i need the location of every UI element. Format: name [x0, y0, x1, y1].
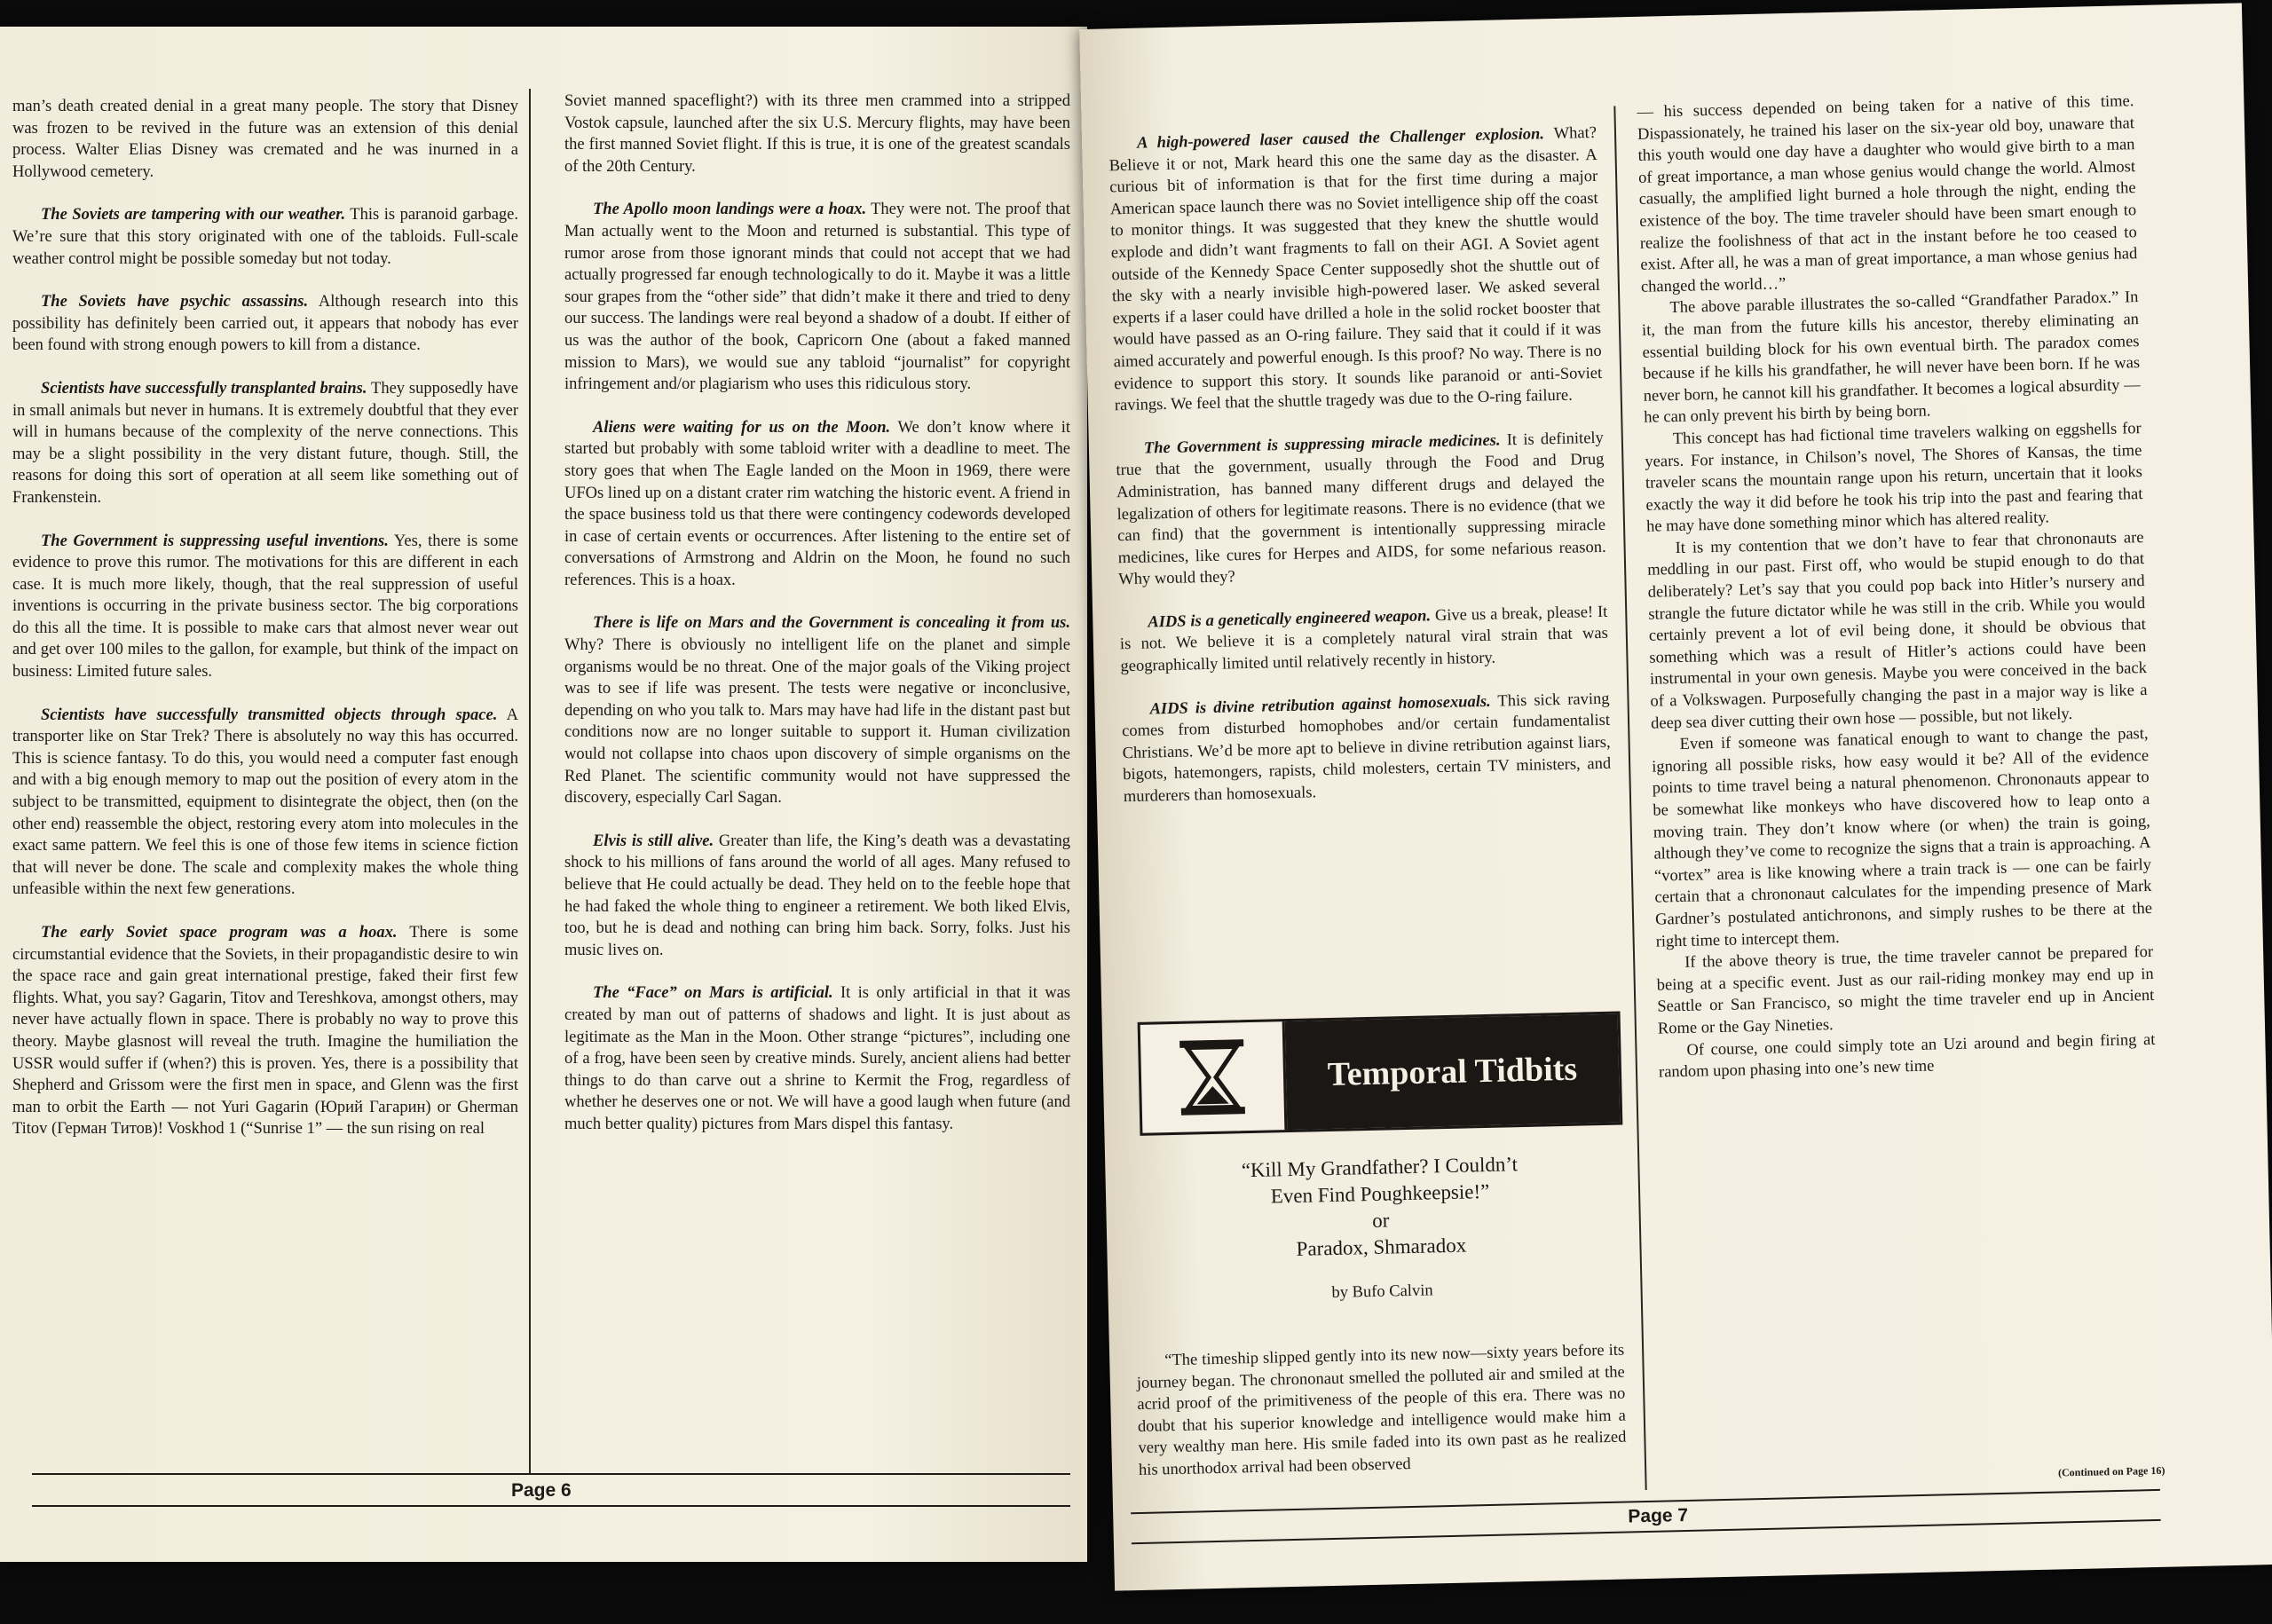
- article-item: [564, 831, 1070, 962]
- item-body: man’s death created denial in a great many people. The story that Disney was frozen to be revived in the future was an extension of this denial process. Walter Elias Disney was cremated and he was inurned in a Hollywood cemetery.: [12, 98, 518, 181]
- article-item: [12, 291, 518, 357]
- continued-note: (Continued on Page 16): [2057, 1463, 2166, 1479]
- item-heading: Scientists have successfully transmitted objects through space.: [41, 706, 498, 724]
- item-body: Yes, there is some evidence to prove this rumor. The motivations for this are different in each case. It is much more likely, though, that the real suppression of useful inventions is occurring in the private business sector. The big corporations do this all the time. It is possible to make cars that almost never wear out and get over 100 miles to the gallon, for example, but think of the impact on business: Limited future sales.: [12, 532, 518, 682]
- item-heading: The early Soviet space program was a hoax.: [41, 924, 398, 942]
- item-body: Although research into this possibility has definitely been carried out, it appears that nobody has ever been found with strong enough powers to kill from a distance.: [12, 293, 519, 355]
- article-item: [12, 96, 518, 183]
- article-headline: [1140, 1149, 1621, 1311]
- column-divider: [529, 89, 531, 1473]
- byline: by Bufo Calvin: [1331, 1281, 1433, 1302]
- article-item: [564, 91, 1070, 177]
- right-column-2: [1637, 91, 2156, 1084]
- right-page: [1079, 3, 2272, 1590]
- body-paragraph: It is my contention that we don’t have to fear that chrononauts are meddling in our past. First off, who would be stupid enough to do that deliberately? Let’s say that you could pop back into Hitler’s nursery and strangle the future dictator while he was still in the crib. While you would certainly prevent a lot of evil being done, it should be obvious that something which was a result of Hitler’s actions could have been instrumental in your own genesis. Maybe you were conceived in the back of a Volkswagen. Purposefully changing the past in a major way is like a deep sea diver cutting their own hose — possible, but not likely.: [1646, 528, 2148, 733]
- hourglass-icon: [1169, 1034, 1256, 1121]
- item-heading: There is life on Mars and the Government is concealing it from us.: [593, 614, 1070, 633]
- article-item: [12, 531, 518, 683]
- item-body: There is some circumstantial evidence that the Soviets, in their propagandistic desire to win the space race and gain great international prestige, faked their first few flights. What, you say? Gagarin, Titov and Tereshkova, amongst others, may never have actually flown in space. There is probably no way to prove this theory. Maybe glasnost will reveal the truth. Imagine the humiliation the USSR would suffer if (when?) this is proven. Yes, there is a possibility that Shepherd and Grissom were the first men in space, and Glenn was the first man to orbit the Earth — not Yuri Gagarin (Юрий Гагарин) or Gherman Titov (Герман Титов)! Voskhod 1 (“Sunrise 1” — the sun rising on real: [12, 924, 518, 1139]
- item-body: What? Believe it or not, Mark heard this one the same day as the disaster. A curious bit of information is that for the first time during a major American space launch there was no Soviet intelligence ship off the coast to monitor things. It was suggested that they knew the shuttle would explode and didn’t want fragments to fall on their AGI. A Soviet agent outside of the Kennedy Space Center supposedly shot the shuttle out of the sky with a nearly invisible high-powered laser. We asked several experts if a laser could have drilled a hole in the solid rocket booster that would have passed as an O-ring failure. They said that it could if it was aimed accurately and powerful enough. Is this proof? No way. There is no evidence to support this story. It sounds like paranoid or anti-Soviet ravings. We feel that the shuttle tragedy was due to the O-ring failure.: [1108, 123, 1603, 415]
- item-heading: Scientists have successfully transplanted brains.: [41, 379, 367, 398]
- tidbits-title: Temporal Tidbits: [1285, 1014, 1621, 1130]
- item-heading: AIDS is a genetically engineered weapon.: [1148, 607, 1432, 632]
- body-paragraph: If the above theory is true, the time traveler cannot be prepared for being at a specific event. Just as our rail-riding monkey may end up in Seattle or San Francisco, so might the time traveler end up in Ancient Rome or the Gay Nineties.: [1656, 943, 2155, 1038]
- item-body: They supposedly have in small animals but never in humans. It is extremely doubtful that they ever will in humans because of the complexity of the nerve connections. This may be a slight possibility in the very distant future, though. Still, the reasons for doing this sort of operation at all seem like something out of Frankenstein.: [12, 379, 518, 507]
- headline-or: or: [1371, 1209, 1390, 1232]
- item-heading: AIDS is divine retribution against homosexuals.: [1149, 692, 1491, 719]
- item-body: They were not. The proof that Man actually went to the Moon and returned is substantial. This type of rumor arose from those ignorant minds that could not accept that we had actually progressed far enough technologically to do it. Maybe it was a little sour grapes from the “other side” that didn’t make it there and tried to deny our success. The landings were real beyond a shadow of a doubt. If either of us was the author of the book, Capricorn One (about a faked manned mission to Mars), we would sue any tabloid “journalist” for copyright infringement and/or plagiarism who uses this ridiculous story.: [564, 201, 1070, 394]
- item-heading: Elvis is still alive.: [593, 832, 714, 850]
- item-body: This is paranoid garbage. We’re sure that this story originated with one of the tabloids. Full-scale weather control might be possible someday but not today.: [12, 206, 518, 268]
- footer-rule-bottom: [32, 1505, 1070, 1507]
- left-page: [0, 27, 1087, 1562]
- body-paragraph: The above parable illustrates the so-called “Grandfather Paradox.” In it, the man from the future kills his ancestor, thereby eliminating an essential building block for his own eventual birth. The paradox comes because if he kills his grandfather, he will never have been born. If he was never born, he cannot kill his grandfather. It becomes a logical absurdity — he can only prevent his birth by being born.: [1641, 288, 2141, 428]
- item-heading: The Government is suppressing useful inventions.: [41, 532, 389, 550]
- item-body: Soviet manned spaceflight?) with its three men crammed into a stripped Vostok capsule, launched after the six U.S. Mercury flights, may have been the first manned Soviet flight. If this is true, it is one of the greatest scandals of the 20th Century.: [564, 92, 1070, 176]
- left-column-2: [564, 91, 1070, 1157]
- body-paragraph: Even if someone was fanatical enough to want to change the past, ignoring all possible risks, how easy would it be? All of the evidence points to time travel being a natural phenomenon. Chrononauts appear to be somewhat like monkeys who have discovered how to leap onto a moving train. They don’t know where (or when) the train is going, although they’ve come to recognize the signs that a train is approaching. A “vortex” area is like knowing where a train track is — one can be fairly certain that a chrononaut calculates for the impending presence of Mark Gardner’s postulated antichronons, and simply rushes to be there at the right time to intercept them.: [1652, 725, 2153, 951]
- item-heading: The Apollo moon landings were a hoax.: [593, 201, 867, 219]
- headline-line-3: Paradox, Shmaradox: [1296, 1234, 1467, 1260]
- left-column-1: [12, 96, 518, 1162]
- article-item: [564, 982, 1070, 1135]
- headline-line-1: “Kill My Grandfather? I Couldn’t: [1241, 1153, 1519, 1182]
- article-item: [1121, 688, 1612, 808]
- item-body: This sick raving comes from disturbed homophobes and/or certain fundamentalist Christians. We’d be more apt to believe in divine retribution against liars, bigots, hatemongers, rapists, child molesters, certain TV ministers, and murderers than homosexuals.: [1121, 690, 1612, 807]
- article-item: [1119, 602, 1609, 678]
- article-opening: [1136, 1340, 1627, 1482]
- body-paragraph: This concept has had fictional time travelers walking on eggshells for years. For instance, in Chilson’s novel, The Shores of Kansas, the time traveler scans the mountain range upon his return, uncertain that it looks exactly the way it did before he took his trip into the past and fearing that he may have done something minor which has altered reality.: [1645, 419, 2143, 537]
- article-item: [12, 204, 518, 270]
- item-heading: Aliens were waiting for us on the Moon.: [593, 418, 891, 437]
- item-heading: The Soviets are tampering with our weather.: [41, 206, 346, 225]
- article-item: [12, 922, 518, 1140]
- tidbits-icon-cell: [1140, 1021, 1288, 1133]
- page-number: Page 6: [511, 1480, 572, 1501]
- temporal-tidbits-header: [1138, 1012, 1623, 1136]
- article-item: [1116, 428, 1607, 592]
- article-item: [564, 199, 1070, 395]
- page-number: Page 7: [1628, 1504, 1689, 1527]
- right-column-1: [1108, 122, 1613, 830]
- opening-paragraph: “The timeship slipped gently into its new now—sixty years before its journey began. The chrononaut smelled the polluted air and smiled at the acrid proof of the primitiveness of the people of this era. There was no doubt that his superior knowledge and intelligence would make him a very wealthy man here. His smile faded into its own past as he realized his unorthodox arrival had been observed: [1136, 1341, 1627, 1479]
- article-item: [12, 705, 518, 901]
- item-body: It is definitely true that the government, usually through the Food and Drug Administration, has banned many different drugs and delayed the legalization of others for legitimate reasons. There is no evidence (that we can find) that the government is intentionally suppressing miracle medicines, like cures for Herpes and AIDS, for some nefarious reason. Why would they?: [1116, 429, 1606, 589]
- item-body: Greater than life, the King’s death was a devastating shock to his millions of fans around the world of all ages. Many refused to believe that He could actually be dead. They held on to the feeble hope that he had faked the whole thing to engineer a retirement. We both liked Elvis, too, but he is dead and nothing can bring him back. Sorry, folks. Just his music lives on.: [564, 832, 1070, 959]
- item-heading: The “Face” on Mars is artificial.: [593, 984, 833, 1003]
- body-paragraph: Of course, one could simply tote an Uzi around and begin firing at random upon phasing into one’s new time: [1658, 1030, 2156, 1082]
- item-body: It is only artificial in that it was created by man out of patterns of shadows and light. It is just about as legitimate as the Man in the Moon. Other strange “pictures”, including one of a frog, have been seen by creative minds. Surely, ancient aliens had better things to do than carve out a shrine to Kermit the Frog, regardless of whether he deserves one or not. We will have a good laugh when future (and much better quality) pictures from Mars dispel this fantasy.: [564, 984, 1070, 1133]
- headline-line-2: Even Find Poughkeepsie!”: [1270, 1179, 1490, 1208]
- item-body: Give us a break, please! It is not. We believe it is a completely natural viral strain that was geographically limited until relatively recently in history.: [1119, 603, 1609, 676]
- article-item: [564, 417, 1070, 592]
- item-heading: The Soviets have psychic assassins.: [41, 293, 309, 311]
- item-body: Why? There is obviously no intelligent life on the planet and simple organisms would be no threat. One of the major goals of the Viking project was to see if life was present. The tests were negative or inconclusive, depending on who you talk to. Mars may have had life in the distant past but conditions now are no longer suitable to support it. Human civilization would not collapse into chaos upon discovery of simple organisms on the Red Planet. The scientific community would not have suppressed the discovery, especially Carl Sagan.: [564, 636, 1070, 808]
- item-body: A transporter like on Star Trek? There is absolutely no way this has occurred. This is science fantasy. To do this, you would need a computer fast enough and with a big enough memory to map out the position of every atom in the subject to be transmitted, equipment to disintegrate the object, then (on the other end) reassemble the object, restoring every atom into molecules in the exact same pattern. We feel this is one of those few items in science fiction that will never be done. The scale and complexity makes the whole thing unfeasible within the next few generations.: [12, 706, 518, 899]
- article-item: [564, 612, 1070, 808]
- article-item: [1108, 122, 1603, 417]
- footer-rule-top: [32, 1473, 1070, 1475]
- body-paragraph: — his success depended on being taken for a native of this time. Dispassionately, he trained his laser on the six-year old boy, unaware that this youth would one day have a daughter who would give birth to a man of great importance, a man whose genius would change the world. Almost casually, the amplified light burned a hole through the night, ending the existence of the boy. The time traveler should have been smart enough to realize the foolishness of that act in the instant before he too ceased to exist. After all, he was a man of great importance, a man whose genius had changed the world…”: [1637, 92, 2138, 296]
- article-item: [12, 378, 518, 509]
- item-heading: A high-powered laser caused the Challenger explosion.: [1136, 125, 1545, 153]
- item-heading: The Government is suppressing miracle medicines.: [1143, 431, 1501, 458]
- item-body: We don’t know where it started but probably with some tabloid writer with a deadline to meet. The story goes that when The Eagle landed on the Moon in 1969, there were UFOs lined up on a distant crater rim watching the historic event. A friend in the space business told us that there were contingency codewords developed in case of certain events or occurrences. After listening to the entire set of conversations of Armstrong and Aldrin on the Moon, he found no such references. This is a hoax.: [564, 418, 1071, 589]
